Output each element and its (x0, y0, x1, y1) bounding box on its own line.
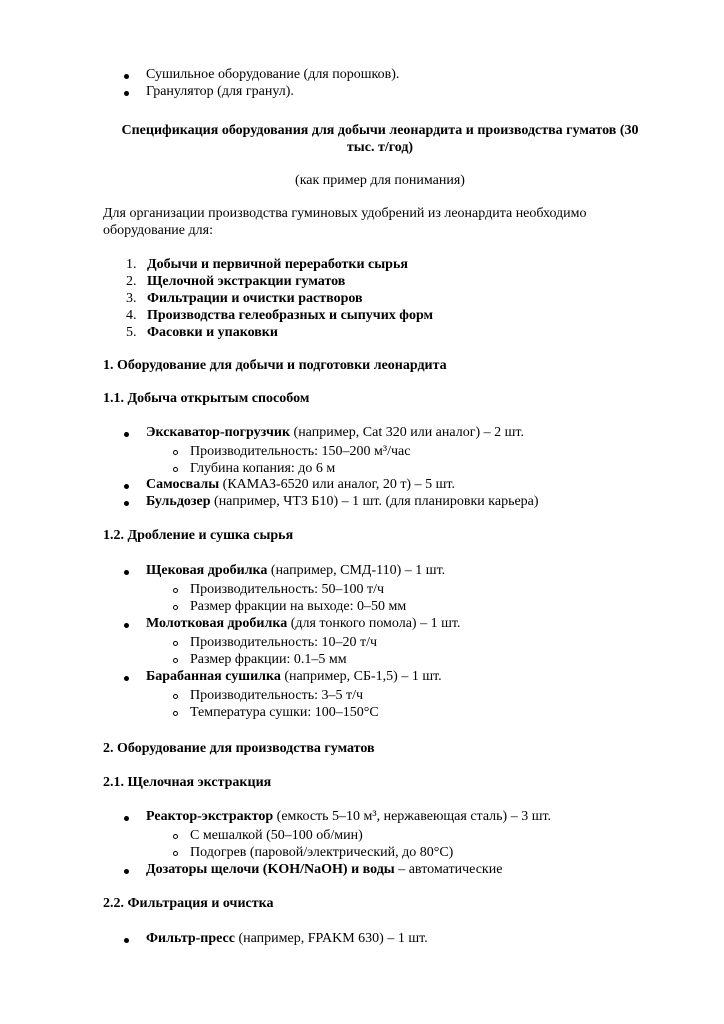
list-number: 1. (126, 257, 137, 272)
sub-bullet-icon (173, 450, 178, 455)
section-heading: 2. Оборудование для производства гуматов (103, 741, 375, 756)
bullet-icon (124, 432, 129, 437)
list-item: Фильтрации и очистки растворов (147, 291, 363, 306)
bullet-icon (124, 938, 129, 943)
sub-bullet-icon (173, 588, 178, 593)
spec-item: Производительность: 10–20 т/ч (190, 635, 378, 650)
sub-bullet-icon (173, 658, 178, 663)
equipment-item: Барабанная сушилка (например, СБ-1,5) – 1 шт. (146, 669, 442, 684)
subsection-heading: 1.2. Дробление и сушка сырья (103, 528, 294, 543)
bullet-icon (124, 91, 129, 96)
spec-item: Размер фракции на выходе: 0–50 мм (190, 599, 407, 614)
sub-bullet-icon (173, 834, 178, 839)
equipment-item: Реактор-экстрактор (емкость 5–10 м³, нержавеющая сталь) – 3 шт. (146, 809, 552, 824)
equipment-item: Щековая дробилка (например, СМД-110) – 1 шт. (146, 563, 446, 578)
subsection-heading: 2.2. Фильтрация и очистка (103, 896, 274, 911)
spec-item: Производительность: 50–100 т/ч (190, 582, 385, 597)
list-item: Производства гелеобразных и сыпучих форм (147, 308, 434, 323)
equipment-item: Бульдозер (например, ЧТЗ Б10) – 1 шт. (для планировки карьера) (146, 494, 539, 509)
subsection-heading: 2.1. Щелочная экстракция (103, 775, 272, 790)
bullet-icon (124, 623, 129, 628)
spec-item: Производительность: 150–200 м³/час (190, 444, 411, 459)
list-item: Фасовки и упаковки (147, 325, 278, 340)
list-number: 4. (126, 308, 137, 323)
intro-text-line1: Для организации производства гуминовых удобрений из леонардита необходимо (103, 206, 587, 221)
sub-bullet-icon (173, 467, 178, 472)
list-item: Сушильное оборудование (для порошков). (146, 67, 400, 82)
intro-text-line2: оборудование для: (103, 223, 213, 238)
document-subtitle: (как пример для понимания) (295, 173, 465, 188)
spec-item: С мешалкой (50–100 об/мин) (190, 828, 363, 843)
sub-bullet-icon (173, 694, 178, 699)
bullet-icon (124, 570, 129, 575)
equipment-item: Экскаватор-погрузчик (например, Cat 320 или аналог) – 2 шт. (146, 425, 524, 440)
sub-bullet-icon (173, 711, 178, 716)
list-item: Гранулятор (для гранул). (146, 84, 294, 99)
spec-item: Производительность: 3–5 т/ч (190, 688, 364, 703)
equipment-item: Молотковая дробилка (для тонкого помола) – 1 шт. (146, 616, 461, 631)
list-number: 3. (126, 291, 137, 306)
spec-item: Подогрев (паровой/электрический, до 80°C) (190, 845, 454, 860)
list-number: 2. (126, 274, 137, 289)
list-number: 5. (126, 325, 137, 340)
equipment-item: Самосвалы (КАМАЗ-6520 или аналог, 20 т) – 5 шт. (146, 477, 455, 492)
bullet-icon (124, 676, 129, 681)
equipment-item: Дозаторы щелочи (KOH/NaOH) и воды – автоматические (146, 862, 503, 877)
sub-bullet-icon (173, 851, 178, 856)
subsection-heading: 1.1. Добыча открытым способом (103, 391, 310, 406)
spec-item: Размер фракции: 0.1–5 мм (190, 652, 347, 667)
sub-bullet-icon (173, 605, 178, 610)
bullet-icon (124, 501, 129, 506)
equipment-item: Фильтр-пресс (например, FPAKM 630) – 1 шт. (146, 931, 428, 946)
list-item: Добычи и первичной переработки сырья (147, 257, 408, 272)
bullet-icon (124, 484, 129, 489)
spec-item: Температура сушки: 100–150°C (190, 705, 379, 720)
section-heading: 1. Оборудование для добычи и подготовки леонардита (103, 358, 447, 373)
bullet-icon (124, 74, 129, 79)
document-title-line2: тыс. т/год) (346, 140, 414, 155)
document-title-line1: Спецификация оборудования для добычи леонардита и производства гуматов (30 (121, 123, 639, 138)
bullet-icon (124, 816, 129, 821)
sub-bullet-icon (173, 641, 178, 646)
spec-item: Глубина копания: до 6 м (190, 461, 336, 476)
bullet-icon (124, 869, 129, 874)
list-item: Щелочной экстракции гуматов (147, 274, 346, 289)
